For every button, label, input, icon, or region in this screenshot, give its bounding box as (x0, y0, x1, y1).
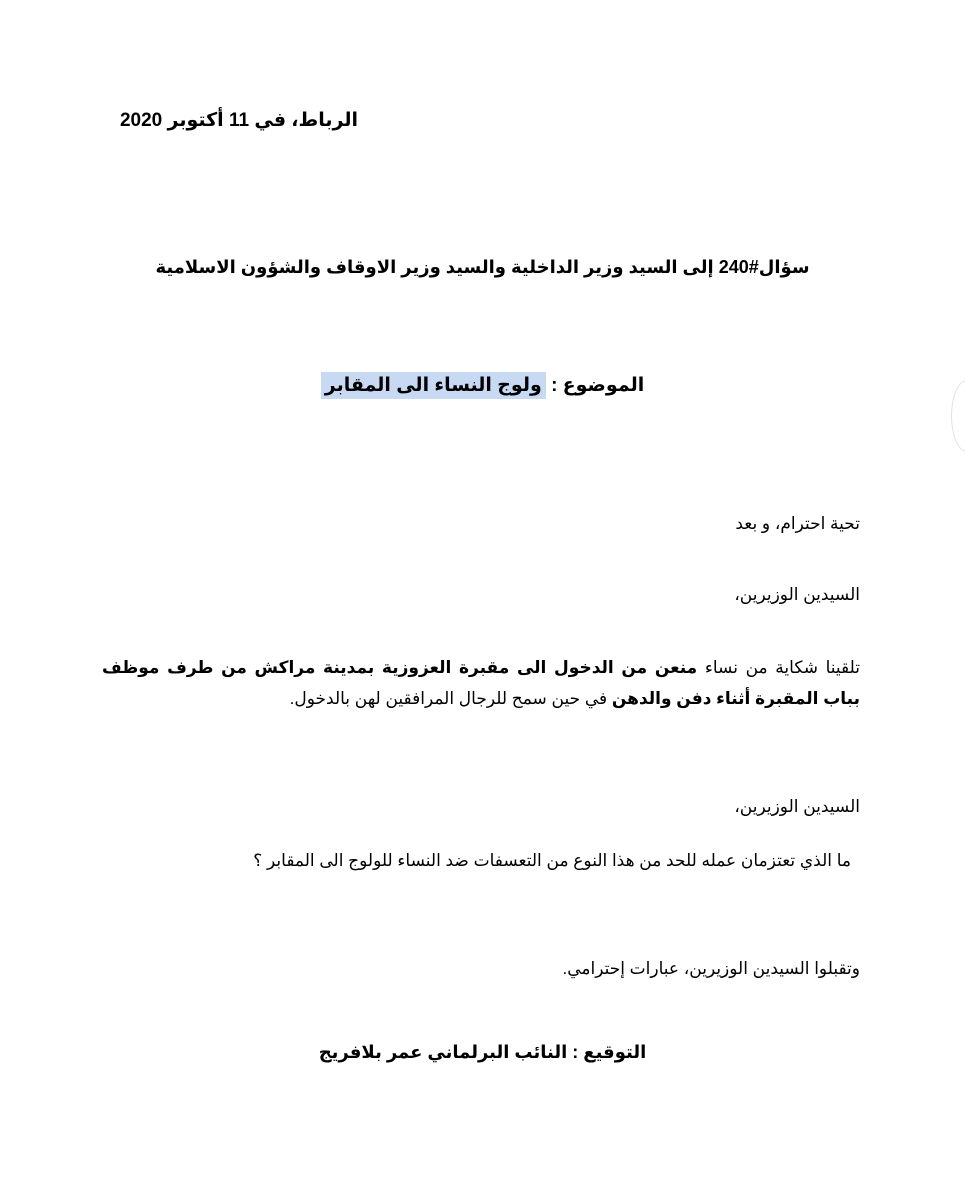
greeting: تحية احترام، و بعد (735, 514, 860, 533)
subject-label: الموضوع : (551, 375, 645, 396)
salutation-first: السيدين الوزيرين، (734, 585, 860, 604)
complaint-paragraph (102, 652, 860, 714)
question-title: سؤال#240 إلى السيد وزير الداخلية والسيد وزير الاوقاف والشؤون الاسلامية (155, 257, 810, 277)
question-text: ما الذي تعتزمان عمله للحد من هذا النوع من التعسفات ضد النساء للولوج الى المقابر ؟ (253, 851, 851, 870)
paragraph-intro: تلقينا شكاية من نساء (704, 658, 861, 677)
salutation-second: السيدين الوزيرين، (734, 797, 860, 816)
paragraph-bold-statement: منعن من الدخول الى مقبرة العزوزية بمدينة مراكش من طرف موظف بباب المقبرة أثناء دفن والدهن (102, 658, 860, 708)
signature: التوقيع : النائب البرلماني عمر بلافريج (318, 1042, 647, 1062)
paragraph-conclusion: في حين سمح للرجال المرافقين لهن بالدخول. (289, 689, 608, 708)
subject-text[interactable]: ولوج النساء الى المقابر (321, 372, 546, 399)
closing-line: وتقبلوا السيدين الوزيرين، عبارات إحترامي. (562, 959, 860, 978)
subject-line (0, 375, 965, 397)
document-date: الرباط، في 11 أكتوبر 2020 (119, 110, 358, 131)
